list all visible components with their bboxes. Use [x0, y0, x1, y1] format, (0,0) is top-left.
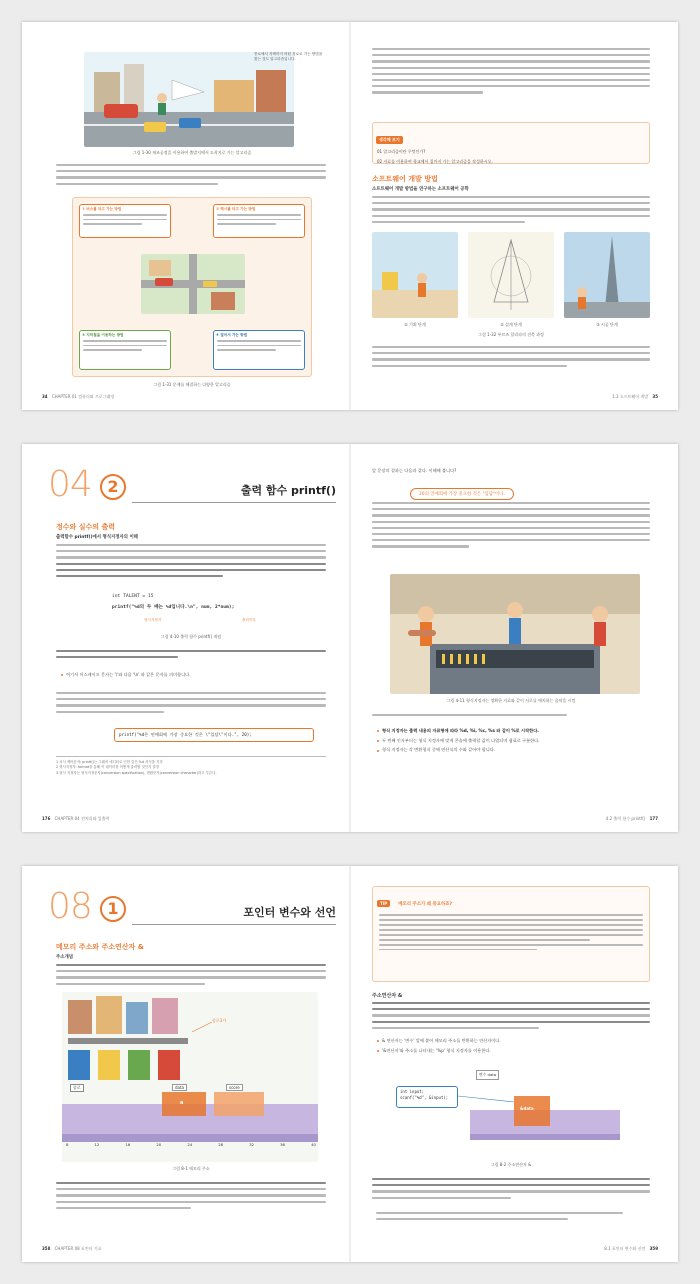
memory-cell-numbers — [66, 1142, 316, 1147]
route-box-taxi — [213, 204, 305, 238]
title-rule — [132, 502, 336, 503]
rule-item-1: 형식 지정자는 출력 내용의 자료형에 따라 %d, %i, %c, %s 와 같이 %로 시작한다. — [376, 728, 650, 735]
page-number: 35 — [652, 394, 658, 399]
body-paragraph — [56, 650, 326, 662]
address-operator-diagram — [390, 1066, 640, 1158]
page-177 — [350, 444, 678, 832]
section-heading: 주소연산자 & — [372, 993, 403, 999]
body-paragraph — [372, 346, 650, 371]
footer-section: 1.3 소프트웨어 개발 — [612, 394, 649, 399]
figure-caption-4-11: 그림 4-11 형식지정자는 정확한 자료와 같이 서로를 매치하는 음악을 시킴 — [446, 698, 576, 703]
addr-label: &data — [520, 1106, 534, 1111]
body-paragraph — [372, 196, 650, 227]
body-paragraph — [56, 1182, 326, 1213]
page-footer — [606, 816, 658, 822]
body-paragraph — [372, 502, 650, 552]
band-illustration — [390, 574, 640, 694]
figure-caption-8-1: 그림 8-1 메모리 주소 — [172, 1166, 210, 1171]
body-paragraph — [372, 48, 650, 98]
title-rule — [132, 924, 336, 925]
route-box-title: ④ 걸어서 가는 방법 — [216, 333, 248, 337]
body-paragraph — [372, 1178, 650, 1203]
code-line-2 — [112, 604, 234, 610]
figure-caption-1-32: 그림 1-32 부르즈 할리파의 건축 과정 — [478, 332, 544, 337]
page-358 — [22, 866, 350, 1262]
page-number: 34 — [42, 394, 48, 399]
think-q1: 01 알고리즘이란 무엇인가? — [377, 149, 426, 154]
footnote-3: 3 형식 지정자는 형식지정문자(conversion specification), 변환문자(conversion character)라고 부른다. — [56, 770, 217, 775]
page-footer — [42, 394, 114, 400]
cell-number: 36 — [280, 1142, 285, 1147]
page-176 — [22, 444, 350, 832]
code-example-box — [114, 728, 314, 742]
photo-design — [468, 232, 554, 318]
bullet-item: 여기서 이스케이프 문자는 '\'와 다음 '\n' 과 같은 문자를 의미합니다. — [60, 672, 326, 679]
body-paragraph — [56, 964, 326, 989]
section-number-large: 04 — [48, 464, 92, 505]
printf-call: printf("%d의 두 배는 %d입니다.\n", num, 2*num); — [112, 605, 235, 610]
house-label: 종로 — [70, 1084, 84, 1092]
route-box-subway — [79, 330, 171, 370]
label-output-list: 출력목록 — [242, 618, 256, 622]
footer-section: 8.1 포인터 변수와 선언 — [604, 1246, 646, 1251]
cell-number: 40 — [311, 1142, 316, 1147]
photo-planning — [372, 232, 458, 318]
footnotes — [56, 756, 326, 776]
code-line-2: scanf("%d", &input); — [400, 1095, 449, 1100]
subsection-circle: 2 — [100, 474, 126, 500]
route-box-title: ② 택시를 타고 가는 방법 — [216, 207, 256, 211]
body-paragraph — [56, 692, 326, 717]
cell-number: 8 — [66, 1142, 69, 1147]
memory-address-illustration — [62, 992, 318, 1162]
body-paragraph — [376, 1212, 650, 1224]
cell-number: 16 — [125, 1142, 131, 1147]
body-paragraph — [372, 714, 650, 720]
page-title: 포인터 변수와 선언 — [243, 906, 336, 919]
think-badge: 생각해 보기 — [376, 136, 403, 144]
code-example: printf("%d은 연예회에 가장 중요한 것은 \"입담\"이다.", 20); — [119, 732, 252, 737]
algorithm-diagram — [72, 197, 312, 377]
rule-item-2: 두 번째 인자부터는 형식 지정자에 맞게 콘솔에 출력할 값이 나열되며 쉼표로 구분한다. — [376, 738, 650, 745]
memory-cell-value: a — [180, 1100, 184, 1106]
map-illustration — [141, 254, 245, 314]
intro-text: 앞 문장의 결과는 다음과 같다. 이해해 봅니다? — [372, 468, 457, 473]
list-item: '&연산자'와 주소를 나타내는 '%p' 형식 지정자를 이용한다. — [376, 1048, 650, 1055]
page-number: 176 — [42, 816, 51, 821]
body-paragraph — [56, 164, 326, 189]
address-label: 종로3가 — [212, 1018, 227, 1023]
footnote-1: 1 서식 제어문자: printf()는 그래픽 에디터로 인한 것은 %d 서식을 지정 — [56, 760, 163, 764]
var-score-label: score — [226, 1084, 243, 1091]
figure-caption-text: 그림 1-30 제조공정을 이용하여 출발지에서 도착지로 가는 알고리즘 — [132, 150, 252, 155]
page-number: 359 — [649, 1246, 658, 1251]
photo-caption-c: ③ 시공 단계 — [596, 322, 618, 327]
cell-number: 12 — [94, 1142, 100, 1147]
tip-box — [372, 886, 650, 982]
figure-caption-1-31: 그림 1-31 문제를 해결하는 다양한 알고리즘 — [153, 382, 231, 387]
footer-section: 4.2 출력 함수 printf() — [605, 816, 646, 821]
printf-diagram — [102, 594, 302, 632]
page-title: 출력 함수 printf() — [240, 484, 336, 497]
think-q2: 02 자료를 이용하여 학교에서 집까지 가는 알고리즘을 작성하시오. — [377, 159, 493, 164]
footer-chapter: CHAPTER 08 포인터 기초 — [54, 1246, 102, 1251]
route-box-title: ③ 지하철을 이용하는 방법 — [82, 333, 124, 337]
bubble-text: 종로에서 자택까지 어떤 경로로 가는 방법을 찾는 것도 알고리즘입니다. — [254, 52, 323, 61]
section-heading: 정수와 실수의 출력 — [56, 523, 115, 531]
result-pill-wrap — [410, 480, 514, 500]
section-subheading: 주소개념 — [56, 955, 73, 960]
page-footer — [612, 394, 658, 400]
photo-caption-b: ② 설계 단계 — [500, 322, 522, 327]
page-35 — [350, 22, 678, 410]
section-subheading: 소프트웨어 개발 방법을 연구하는 소프트웨어 공학 — [372, 187, 469, 192]
code-line-1: int TALENT = 15 — [112, 594, 154, 599]
cell-number: 32 — [249, 1142, 255, 1147]
figure-caption-1-30 — [82, 150, 302, 156]
page-34 — [22, 22, 350, 410]
footer-chapter: CHAPTER 01 컴퓨터와 프로그래밍 — [51, 394, 115, 399]
section-heading: 소프트웨어 개발 방법 — [372, 175, 438, 183]
label-specifier: 형식지정자 — [144, 618, 162, 622]
result-pill: 20의 연예회에 가장 중요한 것은 "입담"이다. — [410, 488, 514, 500]
street-illustration — [84, 52, 294, 147]
section-number-large: 08 — [48, 886, 92, 927]
page-359 — [350, 866, 678, 1262]
var-label: 변수 data — [476, 1070, 499, 1080]
cell-number: 20 — [156, 1142, 162, 1147]
cell-number: 24 — [187, 1142, 193, 1147]
photo-construction — [564, 232, 650, 318]
spread-3 — [22, 866, 678, 1262]
page-number: 358 — [42, 1246, 51, 1251]
footer-chapter: CHAPTER 04 전처리와 입출력 — [54, 816, 110, 821]
think-box — [372, 122, 650, 164]
route-box-walk — [213, 330, 305, 370]
footnote-2: 2 형식지정자: format을 통해 이 데이터를 어떻게 출력할 것인지 결정 — [56, 765, 159, 770]
section-subheading: 출력함수 printf()에서 형식지정자의 이해 — [56, 535, 138, 540]
rule-list — [376, 728, 650, 754]
page-footer — [604, 1246, 658, 1252]
body-paragraph — [56, 544, 326, 581]
rule-item-3: 형식 지정자는 각 변환형식 중에 연산식의 수와 같아야 합니다. — [376, 747, 650, 754]
route-box-bus — [79, 204, 171, 238]
tip-badge: TIP — [377, 900, 390, 907]
section-heading: 메모리 주소와 주소연산자 & — [56, 943, 144, 951]
code-line-1: int input; — [400, 1089, 425, 1094]
cell-number: 28 — [218, 1142, 224, 1147]
route-box-title: ① 버스를 타고 가는 방법 — [82, 207, 122, 211]
page-footer — [42, 1246, 102, 1252]
var-data-label: data — [172, 1084, 187, 1091]
spread-1 — [22, 22, 678, 410]
page-footer — [42, 816, 109, 822]
figure-caption-8-2: 그림 8-2 주소연산자 & — [490, 1162, 532, 1167]
list-item: & 연산자는 '변수' 앞에 붙어 메모리 주소를 반환하는 연산자이다. — [376, 1038, 650, 1045]
page-number: 177 — [649, 816, 658, 821]
spread-2 — [22, 444, 678, 832]
body-paragraph — [372, 1002, 650, 1033]
figure-caption-4-10: 그림 4-10 출력 함수 printf() 개념 — [160, 634, 222, 639]
photo-caption-a: ① 기획 단계 — [404, 322, 426, 327]
subsection-circle: 1 — [100, 896, 126, 922]
tip-title: 메모리 주소가 왜 중요하죠? — [398, 902, 453, 907]
